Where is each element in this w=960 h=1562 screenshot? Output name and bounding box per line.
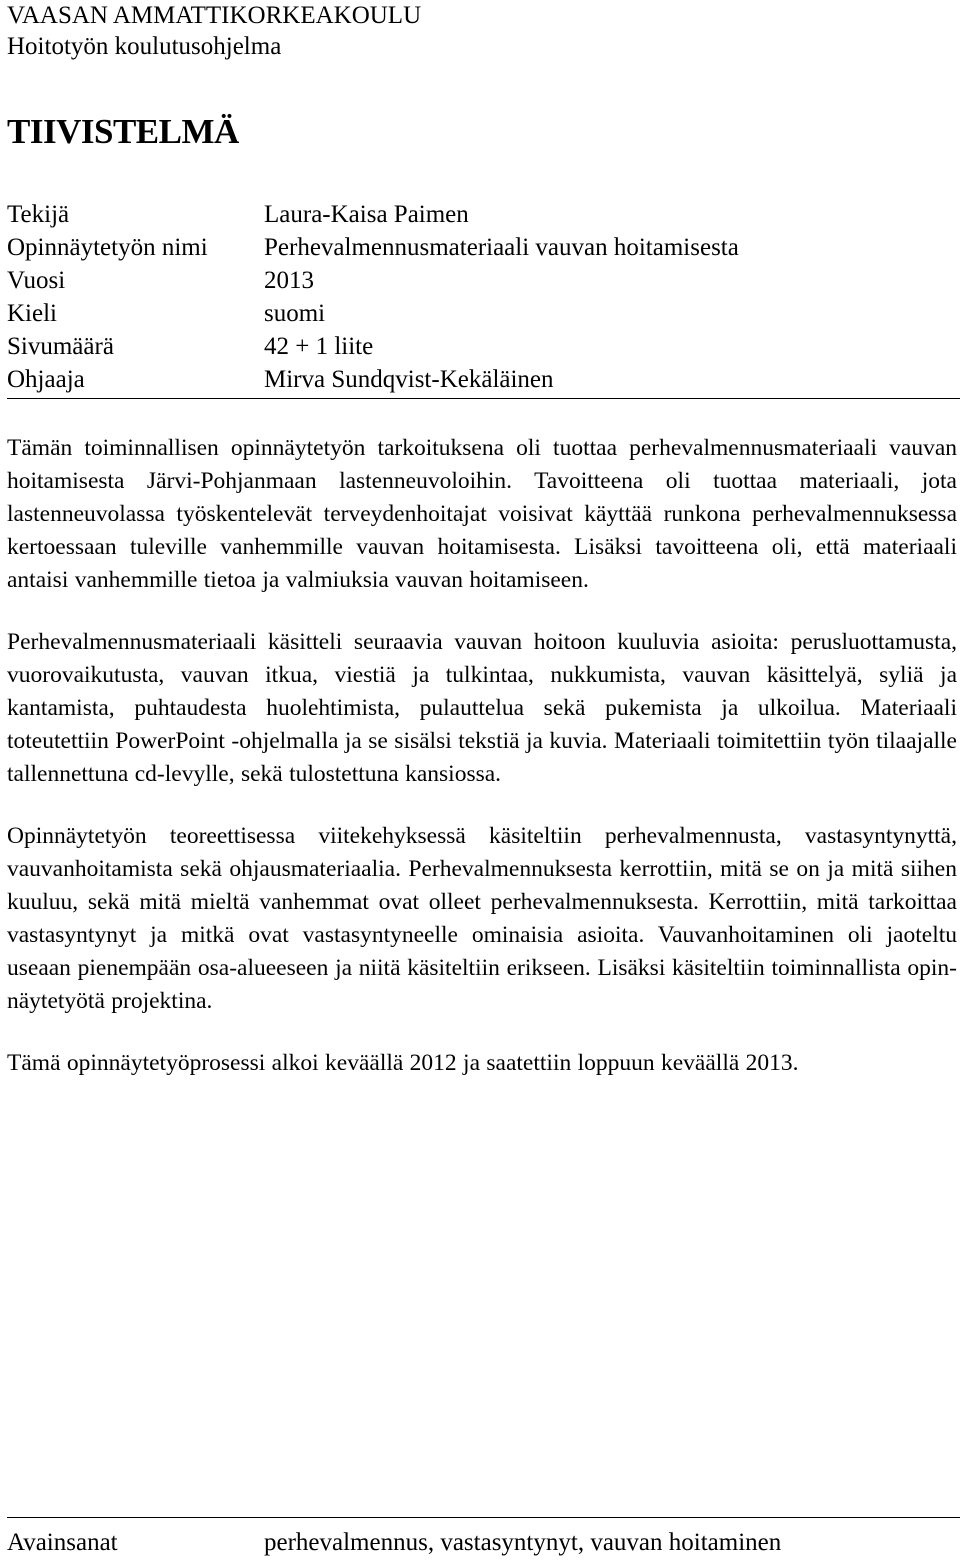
- meta-label: Vuosi: [7, 267, 66, 294]
- meta-label: Opinnäytetyön nimi: [7, 234, 208, 261]
- meta-value: suomi: [264, 300, 326, 327]
- meta-label: Tekijä: [7, 201, 70, 228]
- abstract-page: [7, 0, 957, 1562]
- meta-label: Sivumäärä: [7, 333, 114, 360]
- meta-value: Mirva Sundqvist-Kekäläinen: [264, 366, 554, 393]
- meta-row-page-count: [7, 330, 957, 363]
- meta-label: Ohjaaja: [7, 366, 85, 393]
- keywords-value: perhevalmennus, vastasyntynyt, vauvan hoitaminen: [264, 1529, 782, 1556]
- page-title: TIIVISTELMÄ: [7, 112, 239, 151]
- keywords-label: Avainsanat: [7, 1529, 118, 1556]
- divider-rule: [7, 1517, 960, 1518]
- meta-value: Laura-Kaisa Paimen: [264, 201, 469, 228]
- meta-row-year: [7, 264, 957, 297]
- keywords-row: [7, 1526, 957, 1559]
- abstract-paragraph: Perhevalmennusmateriaali käsitteli seuraavia vauvan hoitoon kuuluvia asioita: perusluottamusta, vuorovaikutusta, vauvan itkua, viestiä ja tulkintaa, nukkumista, vauvan käsittelyä, syliä ja kantamista, puhtaudesta huolehtimista, pulauttelua sekä pukemista ja ulkoilua. Materiaali toteutettiin PowerPoint -ohjelmalla ja se sisälsi tekstiä ja kuvia. Materiaali toimitettiin työn tilaajalle tallennettuna cd-levylle, sekä tulostettuna kansiossa.: [7, 629, 957, 787]
- meta-row-thesis-title: [7, 231, 957, 264]
- divider-rule: [7, 398, 960, 399]
- abstract-paragraph: Tämä opinnäytetyöprosessi alkoi keväällä 2012 ja saatettiin loppuun keväällä 2013.: [7, 1050, 799, 1076]
- abstract-paragraph: Tämän toiminnallisen opinnäytetyön tarkoituksena oli tuottaa perhevalmennusmateriaali vauvan hoitamisesta Järvi-Pohjanmaan lastenneuvoloihin. Tavoitteena oli tuottaa materiaali, jota lastenneuvolassa työskentelevät terveydenhoitajat voisivat käyttää runkona perhevalmennuksessa kertoessaan tuleville vanhemmille vauvan hoitamisesta. Lisäksi tavoitteena oli, että materiaali antaisi vanhemmille tietoa ja valmiuksia vauvan hoitamiseen.: [7, 435, 957, 593]
- meta-row-author: [7, 198, 957, 231]
- meta-value: 42 + 1 liite: [264, 333, 374, 360]
- meta-value: 2013: [264, 267, 314, 294]
- meta-row-language: [7, 297, 957, 330]
- abstract-body: [7, 432, 957, 1080]
- thesis-metadata: [7, 198, 957, 396]
- degree-program: Hoitotyön koulutusohjelma: [7, 33, 282, 60]
- organization-name: VAASAN AMMATTIKORKEAKOULU: [7, 2, 422, 29]
- abstract-paragraph: Opinnäytetyön teoreettisessa viitekehyksessä käsiteltiin perhevalmennusta, vastasyntynyttä, vauvanhoitamista sekä ohjausmateriaalia. Perhevalmennuksesta kerrottiin, mitä se on ja mitä siihen kuuluu, sekä mitä mieltä vanhemmat ovat olleet perhevalmennuksesta. Kerrottiin, mitä tarkoittaa vastasyntynyt ja mitkä ovat vastasyntyneelle ominaisia asioita. Vauvanhoitaminen oli jaoteltu useaan pienempään osa-alueeseen ja niitä käsiteltiin erikseen. Lisäksi käsiteltiin toiminnallista opinnäytetyötä projektina.: [7, 823, 957, 1014]
- meta-label: Kieli: [7, 300, 57, 327]
- meta-row-supervisor: [7, 363, 957, 396]
- meta-value: Perhevalmennusmateriaali vauvan hoitamisesta: [264, 234, 739, 261]
